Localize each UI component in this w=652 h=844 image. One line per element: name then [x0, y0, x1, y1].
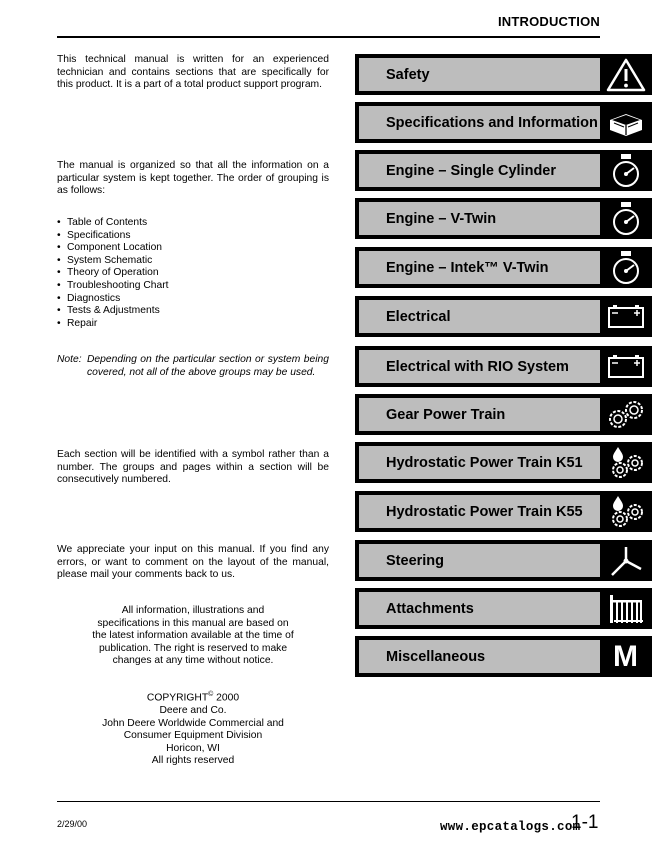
section-tab-label: Steering: [359, 544, 600, 577]
intro-paragraph-1: This technical manual is written for an experienced technician and contains sections that are specifically for this product. It is a part of a total product support program.: [57, 54, 329, 91]
section-tab-hydrostatic-k51[interactable]: [355, 442, 652, 483]
section-tab-attachments[interactable]: [355, 588, 652, 629]
list-item: • Repair: [57, 318, 329, 331]
copyright-line: [57, 689, 329, 705]
section-tab-label: Electrical: [359, 300, 600, 333]
copyright-label: COPYRIGHT: [146, 692, 209, 704]
list-item: • Troubleshooting Chart: [57, 280, 329, 293]
disclaimer-line: the latest information available at the time of: [92, 630, 294, 642]
header-rule: [57, 36, 600, 38]
engine-gauge-icon: [603, 251, 648, 284]
intro-paragraph-4: We appreciate your input on this manual. If you find any errors, or want to comment on the layout of the manual, please mail your comments back to us.: [57, 544, 329, 581]
note-label: Note:: [57, 354, 82, 365]
hydraulic-gears-icon: [603, 495, 648, 528]
list-item: • Specifications: [57, 230, 329, 243]
intro-paragraph-3: Each section will be identified with a symbol rather than a number. The groups and pages within a section will be consecutively numbered.: [57, 449, 329, 486]
section-tab-label: Gear Power Train: [359, 398, 600, 431]
intro-paragraph-2: The manual is organized so that all the information on a particular system is kept together. The order of grouping is as follows:: [57, 160, 329, 197]
section-tab-label: Safety: [359, 58, 600, 91]
gears-icon: [603, 398, 648, 431]
list-item: • Theory of Operation: [57, 267, 329, 280]
copyright-line: Consumer Equipment Division: [123, 730, 263, 742]
section-tab-steering[interactable]: [355, 540, 652, 581]
steering-icon: [603, 544, 648, 577]
section-tab-label: Engine – Intek™ V-Twin: [359, 251, 600, 284]
section-tab-label: Miscellaneous: [359, 640, 600, 673]
disclaimer-line: publication. The right is reserved to make: [98, 642, 288, 654]
copyright-block: [57, 689, 329, 768]
section-tab-hydrostatic-k55[interactable]: [355, 491, 652, 532]
disclaimer-line: changes at any time without notice.: [112, 655, 274, 667]
list-item: • System Schematic: [57, 255, 329, 268]
footer-date: 2/29/00: [57, 819, 88, 829]
footer-rule: [57, 801, 600, 802]
engine-gauge-icon: [603, 202, 648, 235]
section-tab-label: Engine – Single Cylinder: [359, 154, 600, 187]
disclaimer-line: All information, illustrations and: [121, 605, 265, 616]
section-tab-electrical[interactable]: [355, 296, 652, 337]
disclaimer: [57, 605, 329, 668]
page-title: INTRODUCTION: [497, 14, 600, 29]
section-tab-safety[interactable]: [355, 54, 652, 95]
group-list: [57, 217, 329, 330]
note: [57, 354, 329, 379]
letter-m-icon: [603, 640, 648, 673]
copyright-line: John Deere Worldwide Commercial and: [102, 717, 284, 729]
section-tab-gear-power-train[interactable]: [355, 394, 652, 435]
section-tab-label: Attachments: [359, 592, 600, 625]
copyright-line: Horicon, WI: [166, 742, 220, 754]
section-tab-engine-single-cylinder[interactable]: [355, 150, 652, 191]
copyright-line: Deere and Co.: [159, 705, 227, 717]
page-number: 1-1: [571, 812, 599, 833]
section-tab-label: Specifications and Information: [359, 106, 600, 139]
hydraulic-gears-icon: [603, 446, 648, 479]
list-item: • Component Location: [57, 242, 329, 255]
copyright-symbol: ©: [208, 691, 214, 698]
section-tab-label: Hydrostatic Power Train K55: [359, 495, 600, 528]
list-item: • Diagnostics: [57, 293, 329, 306]
section-tab-label: Hydrostatic Power Train K51: [359, 446, 600, 479]
section-tab-miscellaneous[interactable]: [355, 636, 652, 677]
copyright-year: 2000: [216, 692, 240, 704]
section-tab-engine-intek-v-twin[interactable]: [355, 247, 652, 288]
list-item: • Tests & Adjustments: [57, 305, 329, 318]
section-tab-label: Electrical with RIO System: [359, 350, 600, 383]
section-tab-engine-v-twin[interactable]: [355, 198, 652, 239]
note-text: Depending on the particular section or system being covered, not all of the above groups may be used.: [87, 354, 329, 378]
letter-m: M: [613, 639, 638, 673]
copyright-line: All rights reserved: [151, 755, 235, 767]
engine-gauge-icon: [603, 154, 648, 187]
list-item: • Table of Contents: [57, 217, 329, 230]
battery-icon: [603, 300, 648, 333]
section-tab-electrical-rio[interactable]: [355, 346, 652, 387]
attachment-rake-icon: [603, 592, 648, 625]
section-tab-specifications[interactable]: [355, 102, 652, 143]
disclaimer-line: specifications in this manual are based on: [97, 617, 289, 629]
watermark: www.epcatalogs.com: [440, 820, 581, 834]
open-book-icon: [603, 106, 648, 139]
warning-icon: [603, 58, 648, 91]
section-tab-label: Engine – V-Twin: [359, 202, 600, 235]
battery-icon: [603, 350, 648, 383]
